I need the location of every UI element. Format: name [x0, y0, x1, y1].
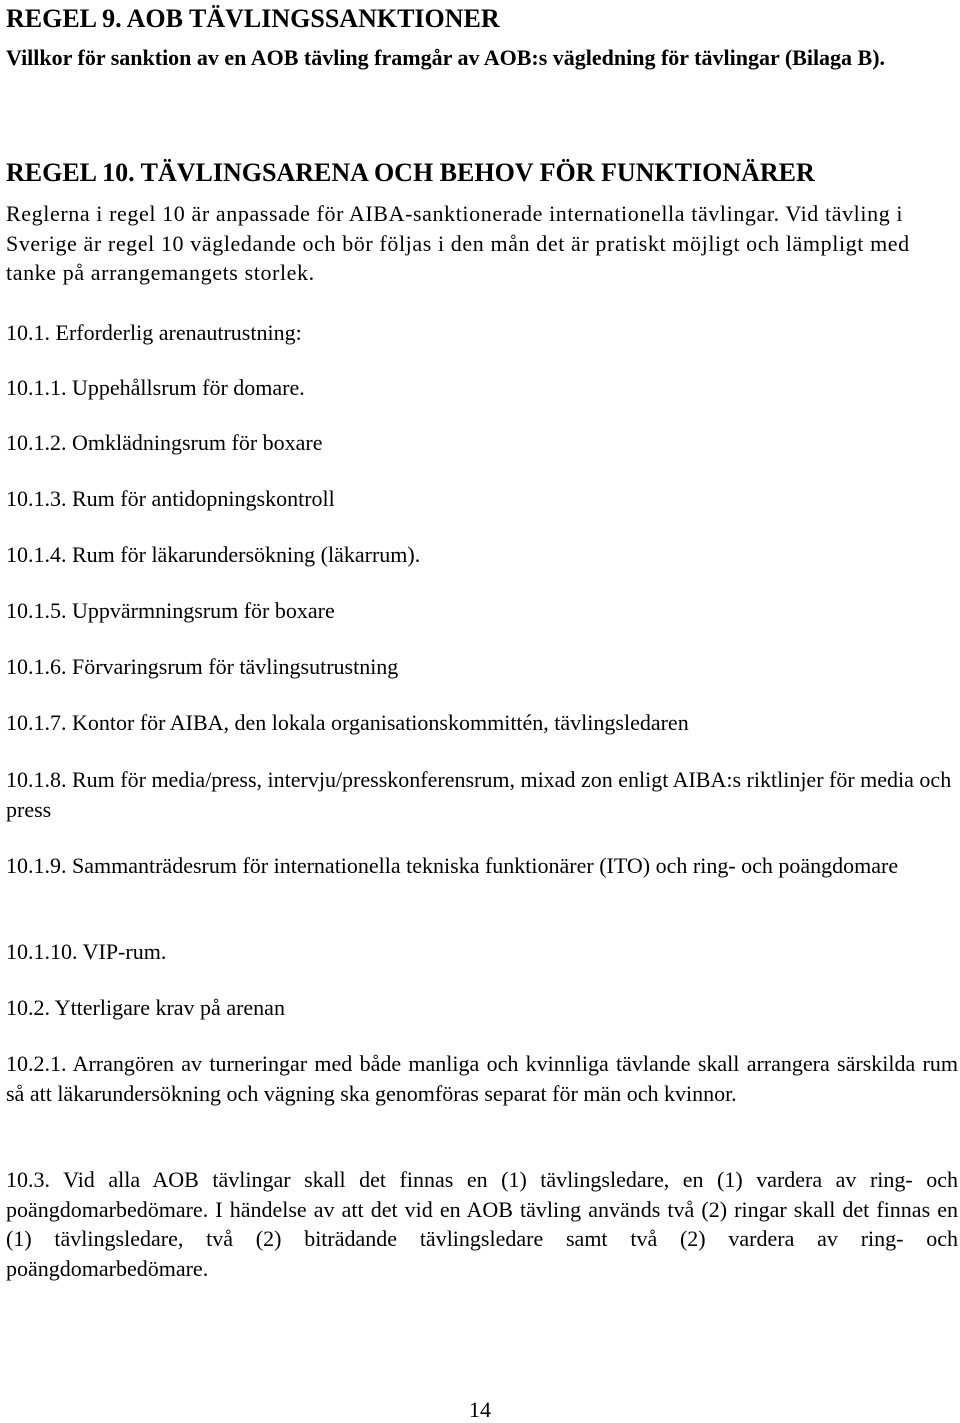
list-item: 10.1.3. Rum för antidopningskontroll — [6, 486, 335, 511]
list-item: 10.1.5. Uppvärmningsrum för boxare — [6, 598, 335, 623]
list-item: 10.1. Erforderlig arenautrustning: — [6, 320, 302, 345]
list-item: 10.1.6. Förvaringsrum för tävlingsutrustning — [6, 654, 399, 679]
list-item: 10.1.4. Rum för läkarundersökning (läkarrum). — [6, 542, 421, 567]
list-item: 10.1.9. Sammanträdesrum för internationella tekniska funktionärer (ITO) och ring- och poängdomare — [6, 853, 899, 878]
regel10-heading: REGEL 10. TÄVLINGSARENA OCH BEHOV FÖR FUNKTIONÄRER — [6, 158, 815, 187]
list-item: 10.3. Vid alla AOB tävlingar skall det finnas en (1) tävlingsledare, en (1) vardera av ring- och poängdomarbedömare. I händelse av att det vid en AOB tävling används två (2) ringar skall det finnas en (1) tävlingsledare, två (2) biträdande tävlingsledare samt två (2) vardera av ring- och poängdomarbedömare. — [6, 1167, 958, 1281]
regel9-heading: REGEL 9. AOB TÄVLINGSSANKTIONER — [6, 4, 500, 33]
regel10-intro: Reglerna i regel 10 är anpassade för AIBA-sanktionerade internationella tävlingar. Vid tävling i Sverige är regel 10 vägledande och bör följas i den mån det är pratiskt möjligt och lämpligt med tanke på arrangemangets storlek. — [6, 201, 910, 285]
list-item: 10.2. Ytterligare krav på arenan — [6, 995, 285, 1020]
regel9-text: Villkor för sanktion av en AOB tävling framgår av AOB:s vägledning för tävlingar (Bilaga B). — [6, 45, 886, 70]
page-number: 14 — [469, 1397, 491, 1422]
list-item: 10.1.8. Rum för media/press, intervju/presskonferensrum, mixad zon enligt AIBA:s riktlinjer för media och press — [6, 767, 952, 822]
list-item: 10.1.10. VIP-rum. — [6, 939, 167, 964]
list-item: 10.1.7. Kontor för AIBA, den lokala organisationskommittén, tävlingsledaren — [6, 710, 689, 735]
list-item: 10.2.1. Arrangören av turneringar med både manliga och kvinnliga tävlande skall arrangera särskilda rum så att läkarundersökning och vägning ska genomföras separat för män och kvinnor. — [6, 1051, 958, 1106]
list-item: 10.1.1. Uppehållsrum för domare. — [6, 375, 305, 400]
list-item: 10.1.2. Omklädningsrum för boxare — [6, 430, 323, 455]
